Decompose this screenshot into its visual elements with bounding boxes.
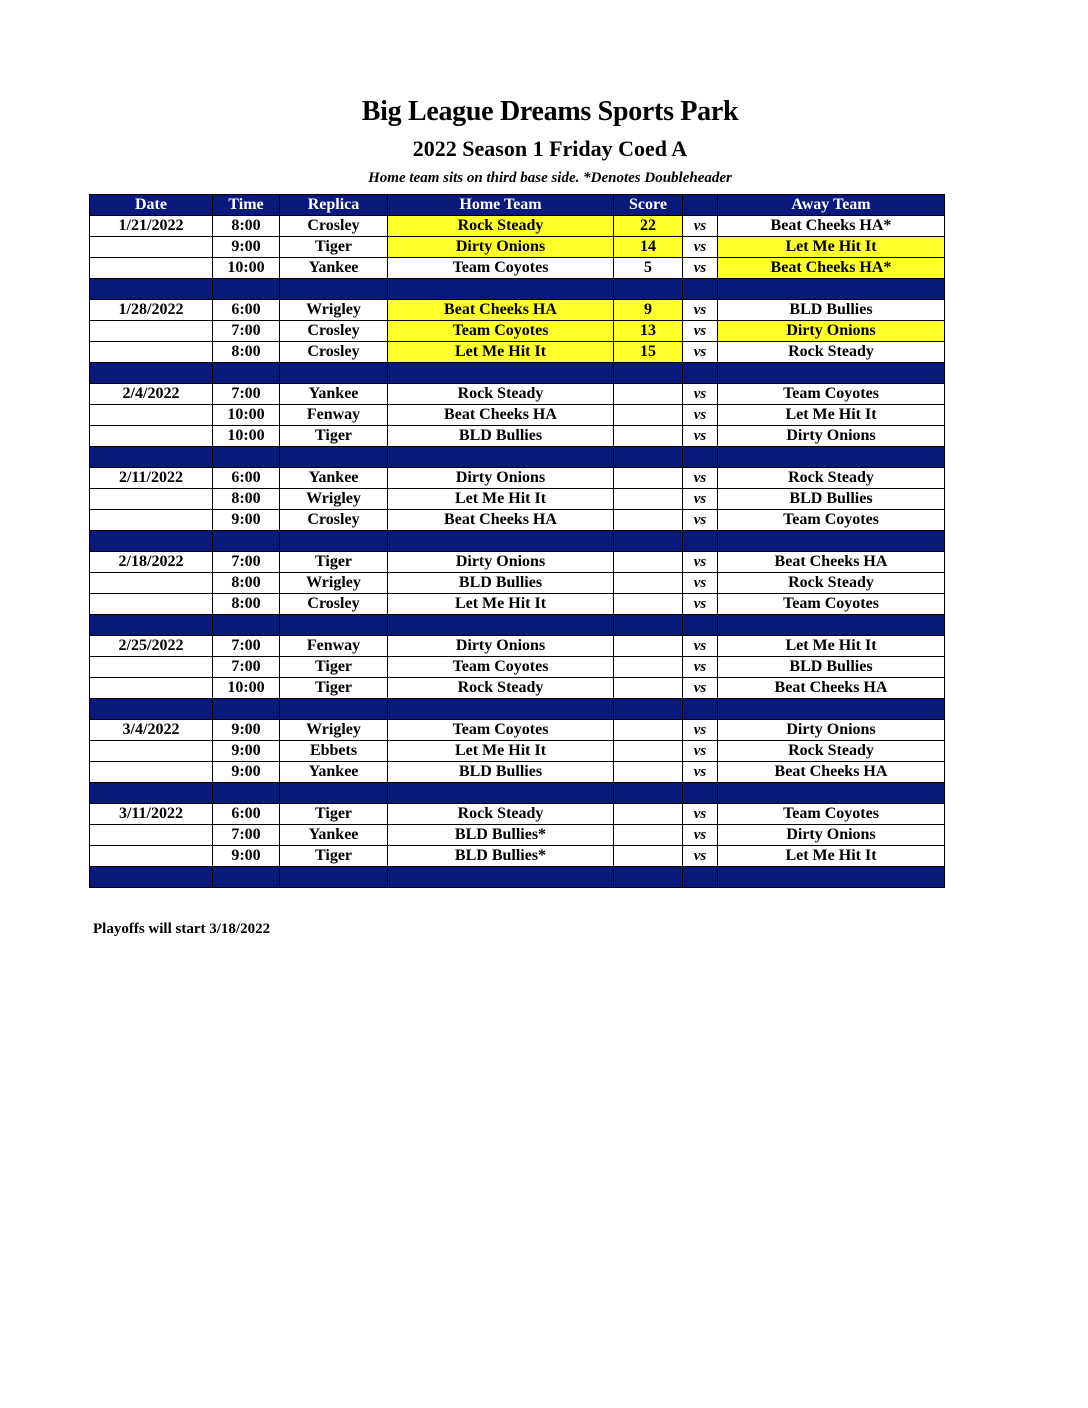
vs-cell: vs — [683, 594, 718, 615]
score-cell: 14 — [614, 237, 683, 258]
separator-cell — [388, 783, 614, 804]
home-team-cell: Beat Cheeks HA — [388, 510, 614, 531]
replica-cell: Tiger — [280, 552, 388, 573]
table-row — [90, 468, 945, 489]
playoffs-note: Playoffs will start 3/18/2022 — [93, 921, 271, 937]
home-team-cell: Beat Cheeks HA — [388, 300, 614, 321]
separator-cell — [683, 363, 718, 384]
vs-cell: vs — [683, 510, 718, 531]
home-team-cell: Rock Steady — [388, 804, 614, 825]
table-row — [90, 762, 945, 783]
table-row — [90, 300, 945, 321]
vs-cell: vs — [683, 846, 718, 867]
separator-cell — [614, 699, 683, 720]
schedule-header — [90, 195, 945, 216]
score-cell: 9 — [614, 300, 683, 321]
date-cell: 3/4/2022 — [90, 720, 213, 741]
separator-cell — [683, 447, 718, 468]
away-team-cell: Team Coyotes — [718, 510, 945, 531]
home-team-cell: BLD Bullies* — [388, 825, 614, 846]
table-row — [90, 237, 945, 258]
home-team-cell: Let Me Hit It — [388, 342, 614, 363]
home-team-cell: BLD Bullies — [388, 426, 614, 447]
replica-cell: Yankee — [280, 258, 388, 279]
separator-cell — [213, 615, 280, 636]
schedule-body — [90, 216, 945, 888]
table-row — [90, 216, 945, 237]
schedule-table — [89, 194, 945, 888]
replica-cell: Wrigley — [280, 720, 388, 741]
away-team-cell: Team Coyotes — [718, 804, 945, 825]
home-team-cell: BLD Bullies — [388, 762, 614, 783]
vs-cell: vs — [683, 552, 718, 573]
separator-cell — [718, 699, 945, 720]
away-team-cell: BLD Bullies — [718, 489, 945, 510]
score-cell — [614, 804, 683, 825]
away-team-cell: Let Me Hit It — [718, 405, 945, 426]
separator-cell — [614, 867, 683, 888]
replica-cell: Fenway — [280, 405, 388, 426]
date-cell — [90, 321, 213, 342]
away-team-cell: Dirty Onions — [718, 321, 945, 342]
separator-row — [90, 447, 945, 468]
time-cell: 10:00 — [213, 258, 280, 279]
col-time: Time — [213, 195, 280, 216]
separator-row — [90, 783, 945, 804]
separator-cell — [683, 531, 718, 552]
separator-cell — [388, 447, 614, 468]
replica-cell: Tiger — [280, 846, 388, 867]
vs-cell: vs — [683, 762, 718, 783]
vs-cell: vs — [683, 720, 718, 741]
table-row — [90, 825, 945, 846]
date-cell — [90, 678, 213, 699]
separator-cell — [388, 279, 614, 300]
separator-cell — [280, 783, 388, 804]
vs-cell: vs — [683, 384, 718, 405]
replica-cell: Tiger — [280, 804, 388, 825]
time-cell: 8:00 — [213, 489, 280, 510]
home-team-cell: Team Coyotes — [388, 258, 614, 279]
away-team-cell: Dirty Onions — [718, 825, 945, 846]
time-cell: 9:00 — [213, 762, 280, 783]
separator-cell — [683, 783, 718, 804]
separator-cell — [718, 363, 945, 384]
separator-cell — [280, 699, 388, 720]
vs-cell: vs — [683, 342, 718, 363]
home-team-cell: BLD Bullies* — [388, 846, 614, 867]
separator-cell — [90, 615, 213, 636]
time-cell: 7:00 — [213, 636, 280, 657]
vs-cell: vs — [683, 468, 718, 489]
score-cell — [614, 657, 683, 678]
separator-cell — [683, 699, 718, 720]
table-row — [90, 636, 945, 657]
date-cell: 2/4/2022 — [90, 384, 213, 405]
vs-cell: vs — [683, 804, 718, 825]
away-team-cell: BLD Bullies — [718, 300, 945, 321]
score-cell: 5 — [614, 258, 683, 279]
separator-row — [90, 867, 945, 888]
away-team-cell: Rock Steady — [718, 573, 945, 594]
separator-cell — [718, 867, 945, 888]
table-row — [90, 720, 945, 741]
time-cell: 9:00 — [213, 237, 280, 258]
time-cell: 6:00 — [213, 804, 280, 825]
table-row — [90, 552, 945, 573]
separator-cell — [388, 699, 614, 720]
separator-cell — [280, 447, 388, 468]
time-cell: 9:00 — [213, 846, 280, 867]
time-cell: 6:00 — [213, 468, 280, 489]
score-cell — [614, 741, 683, 762]
replica-cell: Ebbets — [280, 741, 388, 762]
date-cell — [90, 405, 213, 426]
time-cell: 7:00 — [213, 552, 280, 573]
replica-cell: Yankee — [280, 762, 388, 783]
col-away-team: Away Team — [718, 195, 945, 216]
table-row — [90, 741, 945, 762]
date-cell — [90, 825, 213, 846]
separator-cell — [683, 615, 718, 636]
away-team-cell: Rock Steady — [718, 741, 945, 762]
score-cell — [614, 825, 683, 846]
separator-cell — [718, 531, 945, 552]
home-team-cell: Dirty Onions — [388, 636, 614, 657]
separator-cell — [614, 531, 683, 552]
replica-cell: Crosley — [280, 594, 388, 615]
separator-cell — [280, 279, 388, 300]
date-cell — [90, 846, 213, 867]
separator-cell — [683, 279, 718, 300]
date-cell — [90, 594, 213, 615]
separator-cell — [213, 699, 280, 720]
separator-row — [90, 279, 945, 300]
away-team-cell: Beat Cheeks HA — [718, 678, 945, 699]
home-team-cell: Dirty Onions — [388, 468, 614, 489]
separator-cell — [388, 531, 614, 552]
separator-cell — [213, 279, 280, 300]
table-row — [90, 405, 945, 426]
away-team-cell: Let Me Hit It — [718, 846, 945, 867]
away-team-cell: BLD Bullies — [718, 657, 945, 678]
separator-cell — [718, 783, 945, 804]
score-cell — [614, 426, 683, 447]
schedule-note: Home team sits on third base side. *Denotes Doubleheader — [368, 170, 732, 186]
separator-cell — [90, 363, 213, 384]
separator-row — [90, 615, 945, 636]
date-cell — [90, 426, 213, 447]
table-row — [90, 426, 945, 447]
replica-cell: Tiger — [280, 426, 388, 447]
score-cell — [614, 594, 683, 615]
home-team-cell: Let Me Hit It — [388, 489, 614, 510]
home-team-cell: Rock Steady — [388, 384, 614, 405]
score-cell: 15 — [614, 342, 683, 363]
date-cell: 3/11/2022 — [90, 804, 213, 825]
time-cell: 9:00 — [213, 510, 280, 531]
home-team-cell: Team Coyotes — [388, 657, 614, 678]
separator-cell — [90, 531, 213, 552]
date-cell — [90, 657, 213, 678]
separator-cell — [213, 531, 280, 552]
separator-cell — [718, 279, 945, 300]
date-cell: 1/28/2022 — [90, 300, 213, 321]
time-cell: 9:00 — [213, 741, 280, 762]
separator-cell — [614, 447, 683, 468]
home-team-cell: Beat Cheeks HA — [388, 405, 614, 426]
separator-cell — [280, 531, 388, 552]
replica-cell: Yankee — [280, 468, 388, 489]
table-row — [90, 342, 945, 363]
away-team-cell: Team Coyotes — [718, 384, 945, 405]
score-cell — [614, 384, 683, 405]
away-team-cell: Let Me Hit It — [718, 636, 945, 657]
replica-cell: Crosley — [280, 342, 388, 363]
time-cell: 8:00 — [213, 594, 280, 615]
time-cell: 7:00 — [213, 825, 280, 846]
away-team-cell: Beat Cheeks HA — [718, 762, 945, 783]
vs-cell: vs — [683, 678, 718, 699]
col-home-team: Home Team — [388, 195, 614, 216]
home-team-cell: Team Coyotes — [388, 321, 614, 342]
score-cell — [614, 636, 683, 657]
time-cell: 10:00 — [213, 426, 280, 447]
separator-cell — [213, 783, 280, 804]
home-team-cell: Dirty Onions — [388, 552, 614, 573]
date-cell — [90, 237, 213, 258]
vs-cell: vs — [683, 741, 718, 762]
home-team-cell: Rock Steady — [388, 216, 614, 237]
date-cell — [90, 489, 213, 510]
replica-cell: Crosley — [280, 216, 388, 237]
away-team-cell: Dirty Onions — [718, 720, 945, 741]
date-cell — [90, 510, 213, 531]
date-cell — [90, 342, 213, 363]
col-score: Score — [614, 195, 683, 216]
replica-cell: Wrigley — [280, 300, 388, 321]
header-row — [90, 195, 945, 216]
separator-cell — [90, 867, 213, 888]
separator-cell — [280, 363, 388, 384]
date-cell — [90, 258, 213, 279]
separator-row — [90, 363, 945, 384]
time-cell: 9:00 — [213, 720, 280, 741]
home-team-cell: Let Me Hit It — [388, 741, 614, 762]
home-team-cell: Dirty Onions — [388, 237, 614, 258]
separator-cell — [718, 447, 945, 468]
score-cell — [614, 846, 683, 867]
score-cell — [614, 510, 683, 531]
table-row — [90, 384, 945, 405]
replica-cell: Wrigley — [280, 489, 388, 510]
away-team-cell: Team Coyotes — [718, 594, 945, 615]
table-row — [90, 510, 945, 531]
away-team-cell: Beat Cheeks HA — [718, 552, 945, 573]
table-row — [90, 489, 945, 510]
col-replica: Replica — [280, 195, 388, 216]
time-cell: 8:00 — [213, 342, 280, 363]
separator-cell — [90, 447, 213, 468]
vs-cell: vs — [683, 426, 718, 447]
time-cell: 6:00 — [213, 300, 280, 321]
separator-cell — [213, 363, 280, 384]
vs-cell: vs — [683, 216, 718, 237]
separator-cell — [614, 783, 683, 804]
vs-cell: vs — [683, 573, 718, 594]
date-cell — [90, 573, 213, 594]
replica-cell: Crosley — [280, 510, 388, 531]
score-cell: 13 — [614, 321, 683, 342]
replica-cell: Fenway — [280, 636, 388, 657]
home-team-cell: Rock Steady — [388, 678, 614, 699]
separator-cell — [213, 867, 280, 888]
separator-cell — [388, 867, 614, 888]
score-cell — [614, 489, 683, 510]
replica-cell: Tiger — [280, 237, 388, 258]
table-row — [90, 657, 945, 678]
separator-cell — [280, 615, 388, 636]
col-vs — [683, 195, 718, 216]
date-cell: 1/21/2022 — [90, 216, 213, 237]
replica-cell: Yankee — [280, 825, 388, 846]
vs-cell: vs — [683, 237, 718, 258]
col-date: Date — [90, 195, 213, 216]
away-team-cell: Rock Steady — [718, 342, 945, 363]
score-cell — [614, 405, 683, 426]
score-cell — [614, 468, 683, 489]
home-team-cell: BLD Bullies — [388, 573, 614, 594]
separator-cell — [683, 867, 718, 888]
table-row — [90, 678, 945, 699]
vs-cell: vs — [683, 489, 718, 510]
vs-cell: vs — [683, 825, 718, 846]
vs-cell: vs — [683, 636, 718, 657]
score-cell — [614, 762, 683, 783]
table-row — [90, 321, 945, 342]
replica-cell: Yankee — [280, 384, 388, 405]
time-cell: 7:00 — [213, 384, 280, 405]
score-cell — [614, 678, 683, 699]
replica-cell: Tiger — [280, 657, 388, 678]
date-cell: 2/25/2022 — [90, 636, 213, 657]
time-cell: 8:00 — [213, 216, 280, 237]
away-team-cell: Beat Cheeks HA* — [718, 258, 945, 279]
separator-cell — [718, 615, 945, 636]
table-row — [90, 573, 945, 594]
replica-cell: Wrigley — [280, 573, 388, 594]
replica-cell: Tiger — [280, 678, 388, 699]
table-row — [90, 594, 945, 615]
table-row — [90, 258, 945, 279]
page-title: Big League Dreams Sports Park — [361, 96, 739, 127]
separator-cell — [388, 615, 614, 636]
separator-cell — [614, 279, 683, 300]
separator-cell — [90, 699, 213, 720]
vs-cell: vs — [683, 657, 718, 678]
away-team-cell: Rock Steady — [718, 468, 945, 489]
vs-cell: vs — [683, 300, 718, 321]
replica-cell: Crosley — [280, 321, 388, 342]
away-team-cell: Dirty Onions — [718, 426, 945, 447]
separator-cell — [213, 447, 280, 468]
date-cell: 2/11/2022 — [90, 468, 213, 489]
date-cell: 2/18/2022 — [90, 552, 213, 573]
time-cell: 7:00 — [213, 657, 280, 678]
score-cell — [614, 573, 683, 594]
score-cell — [614, 552, 683, 573]
time-cell: 10:00 — [213, 405, 280, 426]
away-team-cell: Let Me Hit It — [718, 237, 945, 258]
table-row — [90, 846, 945, 867]
separator-cell — [90, 279, 213, 300]
time-cell: 8:00 — [213, 573, 280, 594]
separator-cell — [280, 867, 388, 888]
date-cell — [90, 762, 213, 783]
time-cell: 10:00 — [213, 678, 280, 699]
separator-row — [90, 531, 945, 552]
separator-cell — [90, 783, 213, 804]
date-cell — [90, 741, 213, 762]
separator-cell — [614, 363, 683, 384]
vs-cell: vs — [683, 321, 718, 342]
table-row — [90, 804, 945, 825]
home-team-cell: Let Me Hit It — [388, 594, 614, 615]
separator-row — [90, 699, 945, 720]
separator-cell — [614, 615, 683, 636]
separator-cell — [388, 363, 614, 384]
away-team-cell: Beat Cheeks HA* — [718, 216, 945, 237]
vs-cell: vs — [683, 405, 718, 426]
time-cell: 7:00 — [213, 321, 280, 342]
score-cell: 22 — [614, 216, 683, 237]
vs-cell: vs — [683, 258, 718, 279]
home-team-cell: Team Coyotes — [388, 720, 614, 741]
score-cell — [614, 720, 683, 741]
page-subtitle: 2022 Season 1 Friday Coed A — [412, 136, 688, 161]
